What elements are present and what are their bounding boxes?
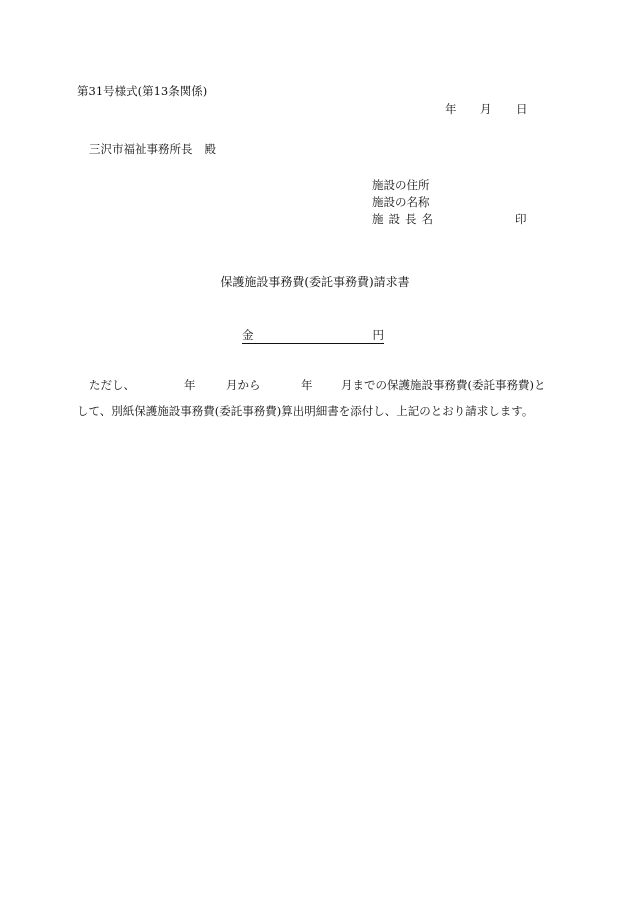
body-line1-year-from: 年 (184, 378, 196, 392)
date-year-label: 年 (445, 102, 457, 116)
body-line-1 (77, 380, 557, 406)
addressee-suffix: 殿 (204, 142, 216, 156)
date-line (0, 104, 630, 118)
date-day-label: 日 (516, 102, 528, 116)
seal-mark: 印 (515, 212, 527, 226)
body-text (77, 380, 557, 422)
form-number: 第31号様式(第13条関係) (77, 84, 208, 98)
date-month-label: 月 (480, 102, 492, 116)
body-line1-year-to: 年 (301, 378, 313, 392)
facility-name-label: 施設の名称 (372, 195, 430, 209)
body-line-2 (77, 406, 557, 422)
facility-head-label: 施設長名 (372, 212, 438, 226)
body-line1-month-from: 月から (226, 378, 261, 392)
addressee (89, 144, 216, 156)
body-line2-text: して、別紙保護施設事務費(委託事務費)算出明細書を添付し、上記のとおり請求します。 (77, 404, 534, 418)
document-title-text: 保護施設事務費(委託事務費)請求書 (220, 275, 410, 289)
amount-prefix: 金 (242, 328, 254, 342)
amount-suffix: 円 (372, 328, 384, 342)
body-line1-a: ただし、 (89, 378, 135, 392)
document-title (0, 276, 630, 288)
facility-address-label: 施設の住所 (372, 178, 430, 192)
amount-line (242, 330, 384, 344)
body-line1-month-to: 月までの保護施設事務費(委託事務費)と (341, 378, 546, 392)
addressee-name: 三沢市福祉事務所長 (89, 142, 193, 156)
